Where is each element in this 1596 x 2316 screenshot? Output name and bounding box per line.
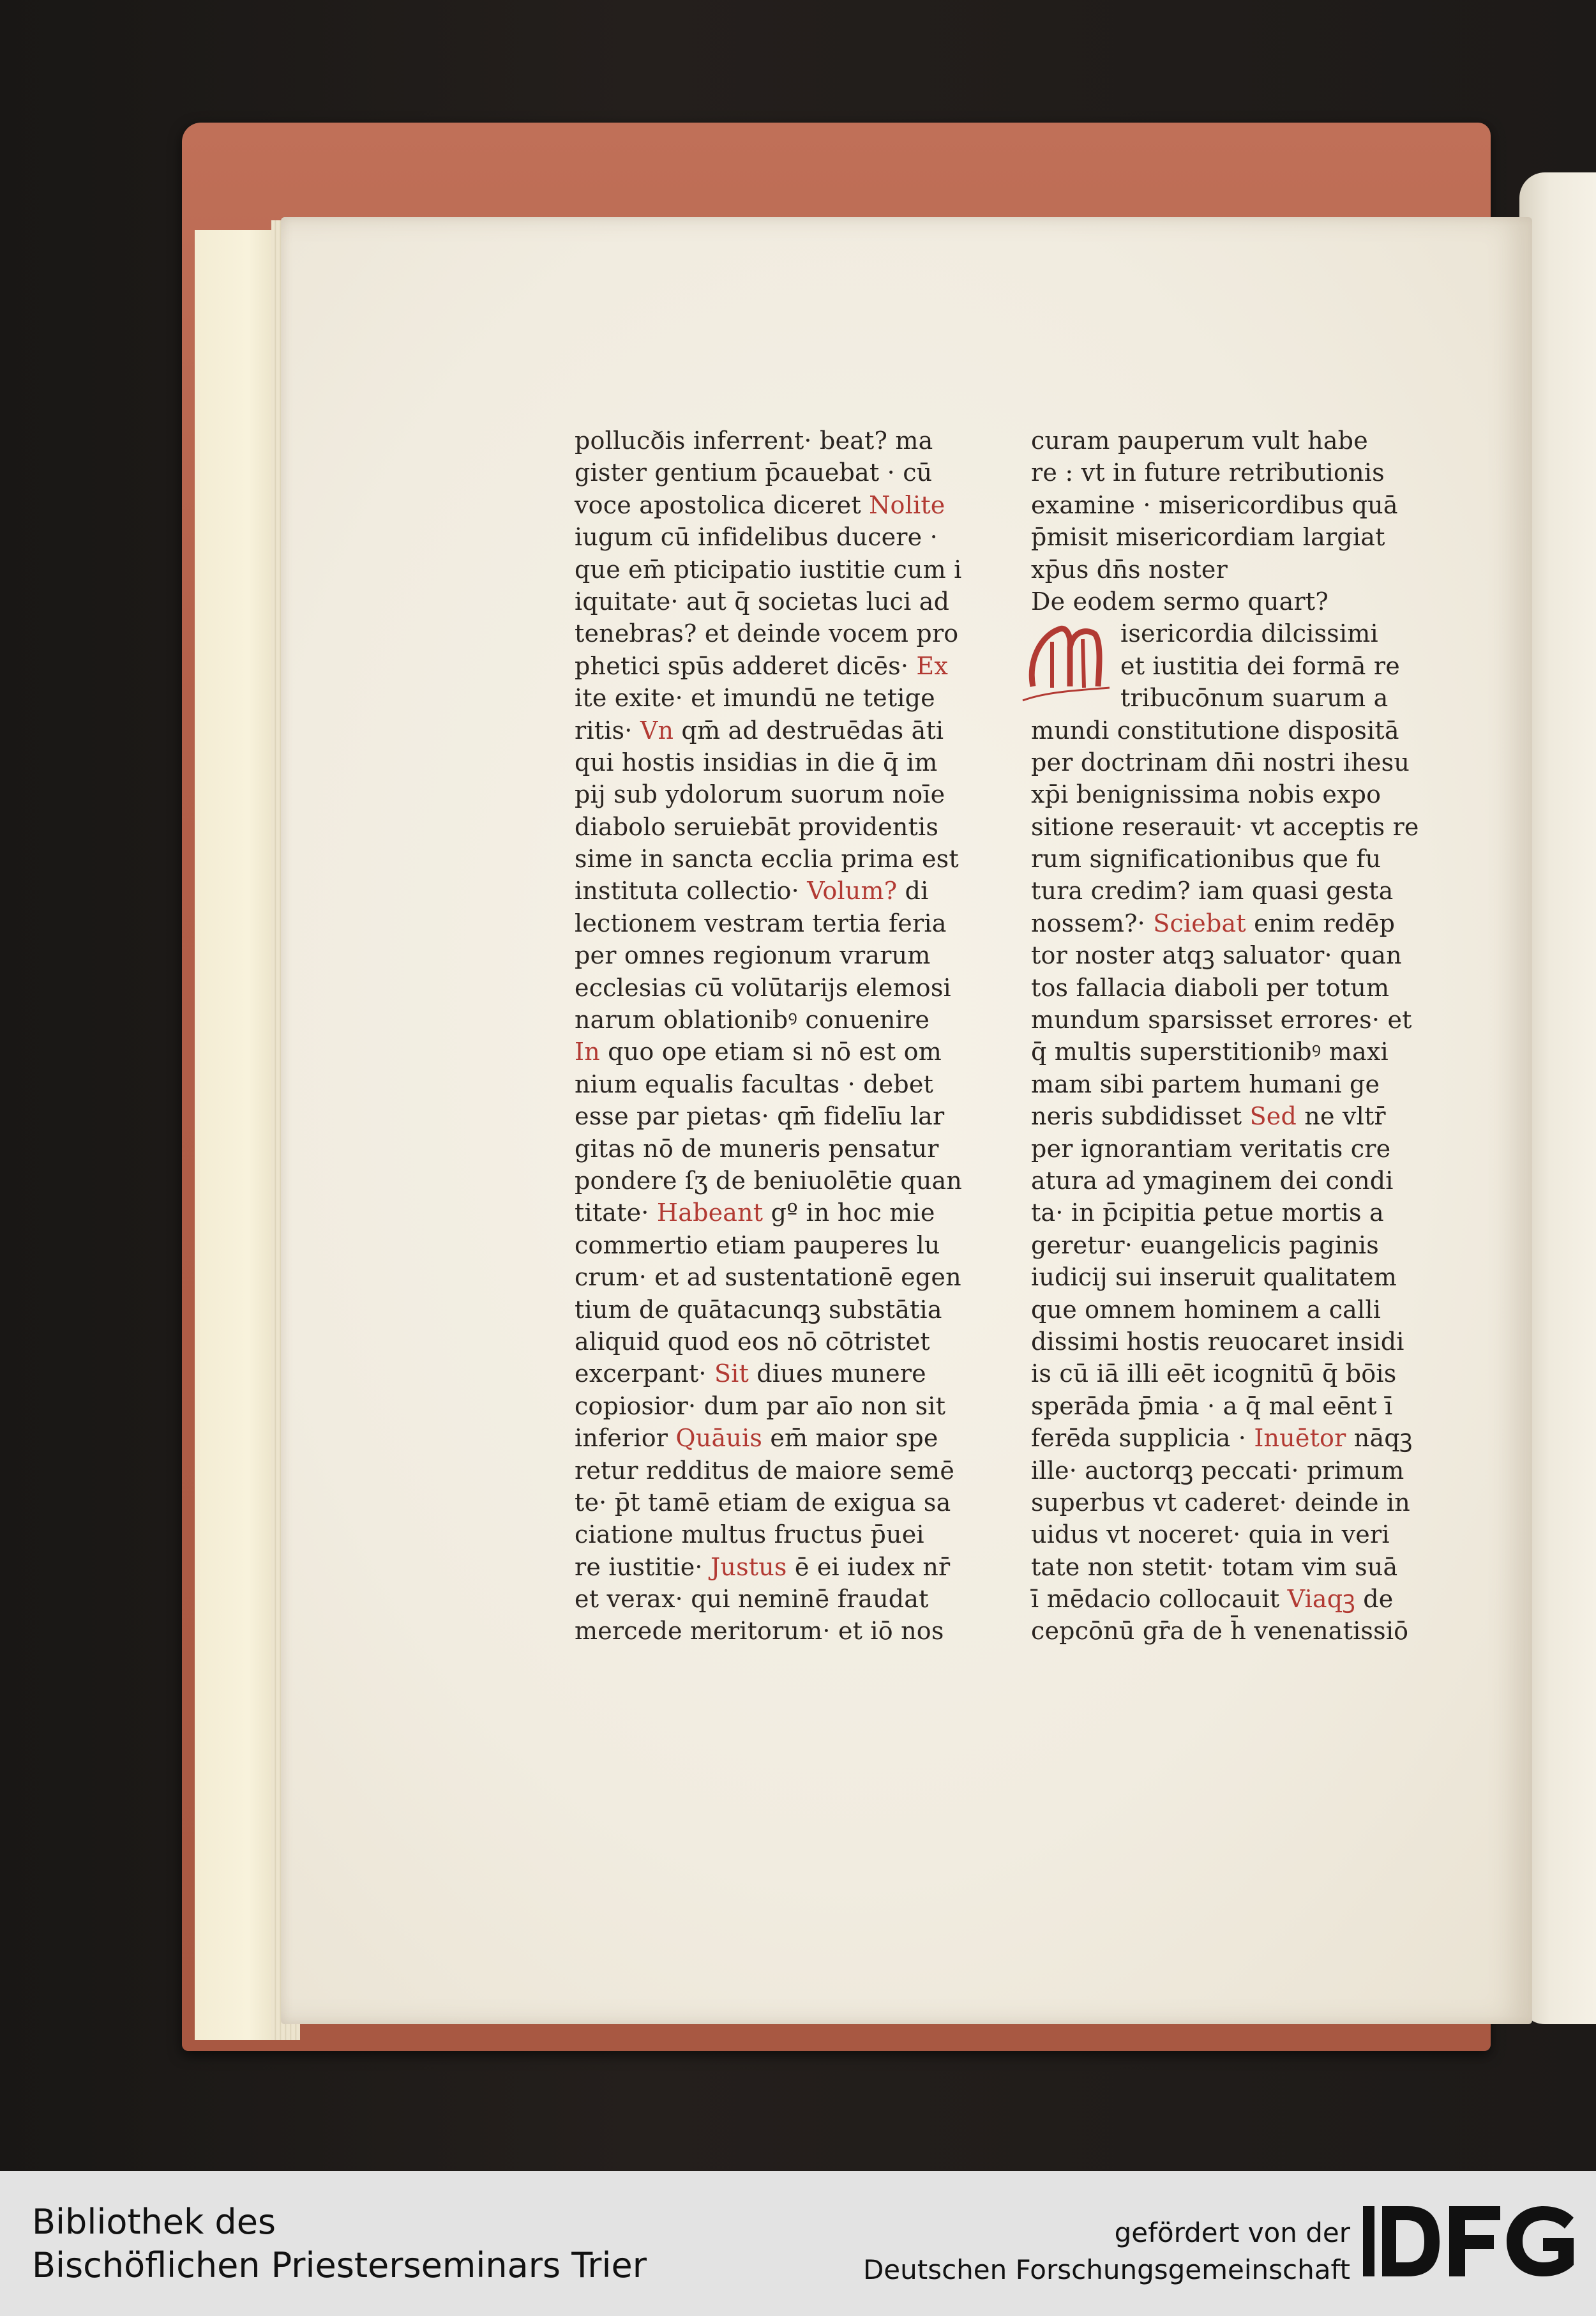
text-line: ille· auctorqꝫ peccati· primum (1031, 1456, 1404, 1485)
text-line (1031, 1422, 1413, 1454)
rubric-word: Viaqꝫ (1287, 1585, 1355, 1614)
text-line: xp̄us dn̄s noster (1031, 555, 1228, 584)
text-line: que em̄ pticipatio iustitie cum i (575, 555, 962, 584)
text-segment: titate· (575, 1199, 657, 1227)
rubric-word: Ex (916, 651, 948, 680)
text-line: isericordia dilcissimi (1120, 619, 1378, 648)
text-line: examine · misericordibus quā (1031, 490, 1398, 519)
text-line: sperāda p̄mia · a q̄ mal eēnt ī (1031, 1391, 1393, 1420)
text-line: tenebras? et deinde vocem pro (575, 619, 959, 648)
text-line: mercede meritorum· et iō nos (575, 1617, 944, 1646)
text-segment: nossem?· (1031, 909, 1154, 937)
text-segment: em̄ maior spe (762, 1424, 938, 1453)
text-line: iugum cū infidelibus ducere · (575, 523, 938, 552)
rubric-word: Sed (1249, 1102, 1297, 1131)
text-line: ecclesias cū volūtarijs elemosi (575, 973, 951, 1002)
text-line (575, 1358, 951, 1389)
text-segment: voce apostolica diceret (575, 490, 870, 519)
text-line: pij sub ydolorum suorum noīe (575, 780, 945, 809)
text-line: lectionem vestram tertia feria (575, 909, 947, 937)
text-line (1031, 1583, 1408, 1615)
text-segment: enim redēp (1246, 909, 1396, 937)
text-line: ta· in p̄cipitia ꝑetue mortis a (1031, 1199, 1384, 1227)
text-line: iudicij sui inseruit qualitatem (1031, 1263, 1397, 1292)
text-line: geretur· euangelicis paginis (1031, 1230, 1379, 1259)
text-line: te· p̄t tamē etiam de exigua sa (575, 1488, 951, 1517)
text-line: rum significationibus que fu (1031, 845, 1381, 874)
text-segment: gº in hoc mie (763, 1199, 935, 1227)
text-line (575, 715, 951, 746)
text-line: aliquid quod eos nō cōtristet (575, 1327, 930, 1356)
text-line: p̄misit misericordiam largiat (1031, 523, 1385, 552)
text-line: ite exite· et imundū ne tetige (575, 684, 935, 713)
text-line (575, 650, 951, 682)
library-name (32, 2200, 647, 2287)
text-line: tribucōnum suarum a (1120, 684, 1389, 713)
text-line: iquitate· aut q̄ societas luci ad (575, 587, 950, 616)
text-line (1031, 1100, 1408, 1132)
rubric-word: Nolite (869, 490, 945, 519)
text-line: et iustitia dei formā re (1120, 651, 1400, 680)
text-line: uidus vt noceret· quia in veri (1031, 1520, 1390, 1549)
text-segment: de (1355, 1585, 1394, 1614)
text-segment: quo ope etiam si nō est om (599, 1038, 942, 1066)
text-segment: re iustitie· (575, 1552, 711, 1581)
text-line (575, 1551, 951, 1583)
text-line: atura ad ymaginem dei condi (1031, 1166, 1394, 1195)
text-line: tium de quātacunqꝫ substātia (575, 1295, 942, 1324)
rubric-word: Sciebat (1153, 909, 1246, 937)
library-line-2: Bischöflichen Priesterseminars Trier (32, 2245, 647, 2285)
text-segment: phetici spūs adderet dicēs· (575, 651, 917, 680)
text-segment: ne vltr̄ (1297, 1102, 1386, 1131)
text-segment: excerpant· (575, 1359, 714, 1388)
text-segment: ferēda supplicia · (1031, 1424, 1254, 1453)
text-segment: ritis· (575, 716, 640, 745)
chapter-heading: De eodem sermo quart? (1031, 587, 1329, 616)
text-line: retur redditus de maiore semē (575, 1456, 955, 1485)
text-line: sitione reserauit· vt acceptis re (1031, 812, 1419, 841)
text-line: superbus vt caderet· deinde in (1031, 1488, 1410, 1517)
text-segment: di (897, 877, 929, 905)
text-segment: ī mēdacio collocauit (1031, 1585, 1288, 1614)
text-segment: neris subdidisset (1031, 1102, 1250, 1131)
text-line: is cū iā illi eēt icognitū q̄ bōis (1031, 1359, 1397, 1388)
text-line: cepcōnū gr̄a de h̄ venenatissiō (1031, 1617, 1409, 1646)
rubric-word: Vn (640, 716, 674, 745)
text-line: dissimi hostis reuocaret insidi (1031, 1327, 1404, 1356)
text-line: tate non stetit· totam vim suā (1031, 1552, 1398, 1581)
text-line: crum· et ad sustentationē egen (575, 1263, 961, 1292)
rubric-word: Justus (710, 1552, 787, 1581)
text-line: re : vt in future retributionis (1031, 458, 1385, 487)
text-line: mundum sparsisset errores· et (1031, 1006, 1412, 1034)
text-line: mam sibi partem humani ge (1031, 1070, 1380, 1098)
text-line: diabolo seruiebāt providentis (575, 812, 939, 841)
text-line (575, 1197, 951, 1229)
dfg-logo-icon (1363, 2206, 1574, 2276)
text-segment: inferior (575, 1424, 676, 1453)
text-line: per omnes regionum vrarum (575, 941, 931, 970)
text-line: que omnem hominem a calli (1031, 1295, 1381, 1324)
text-line: sime in sancta ecclia prima est (575, 845, 959, 874)
text-line: qui hostis insidias in die q̄ im (575, 748, 938, 776)
text-line: q̄ multis superstitionibꝰ maxi (1031, 1038, 1389, 1066)
text-line: gister gentium p̄cauebat · cū (575, 458, 933, 487)
text-line: xp̄i benignissima nobis expo (1031, 780, 1381, 809)
funder-credit (863, 2214, 1350, 2289)
text-line (575, 875, 951, 907)
text-line (575, 489, 951, 521)
text-segment: nāqꝫ (1346, 1424, 1413, 1453)
text-line: pondere ſʒ de beniuolētie quan (575, 1166, 963, 1195)
text-line: mundi constitutione dispositā (1031, 716, 1399, 745)
funder-line-2: Deutschen Forschungsgemeinschaft (862, 2254, 1350, 2285)
text-line: ciatione multus fructus p̄uei (575, 1520, 924, 1549)
rubric-word: Inuētor (1254, 1424, 1346, 1453)
text-line: gitas nō de muneris pensatur (575, 1134, 939, 1163)
text-segment: instituta collectio· (575, 877, 808, 905)
text-column-left (575, 425, 963, 1647)
text-line: per ignorantiam veritatis cre (1031, 1134, 1391, 1163)
text-segment: ē ei iudex nr̄ (787, 1552, 951, 1581)
text-line: tor noster atqꝫ saluator· quan (1031, 941, 1402, 970)
text-line: per doctrinam dn̄i nostri ihesu (1031, 748, 1410, 776)
text-line: et verax· qui neminē fraudat (575, 1585, 929, 1614)
text-column-right (1031, 425, 1419, 1647)
text-line: narum oblationibꝰ conuenire (575, 1006, 930, 1034)
text-line: esse par pietas· qm̄ fidelīu lar (575, 1102, 945, 1131)
text-line (575, 1036, 951, 1068)
funder-line-1: gefördert von der (1114, 2217, 1350, 2248)
rubric-word: In (575, 1038, 600, 1066)
rubric-word: Sit (714, 1359, 749, 1388)
text-line: tura credim? iam quasi gesta (1031, 877, 1394, 905)
text-line: copiosior· dum par aīo non sit (575, 1391, 946, 1420)
library-line-1: Bibliothek des (32, 2202, 276, 2242)
rubric-word: Habeant (656, 1199, 764, 1227)
text-segment: diues munere (749, 1359, 926, 1388)
text-line: tos fallacia diaboli per totum (1031, 973, 1390, 1002)
text-line (1031, 907, 1408, 939)
text-line: nium equalis facultas · debet (575, 1070, 934, 1098)
text-line: commertio etiam pauperes lu (575, 1230, 940, 1259)
rubric-word: Quāuis (675, 1424, 763, 1453)
text-line: curam pauperum vult habe (1031, 427, 1368, 455)
text-line (575, 1422, 951, 1454)
text-segment: qm̄ ad destruēdas āti (674, 716, 944, 745)
text-line: pollucðis inferrent· beat? ma (575, 427, 933, 455)
rubric-word: Volum? (807, 877, 898, 905)
